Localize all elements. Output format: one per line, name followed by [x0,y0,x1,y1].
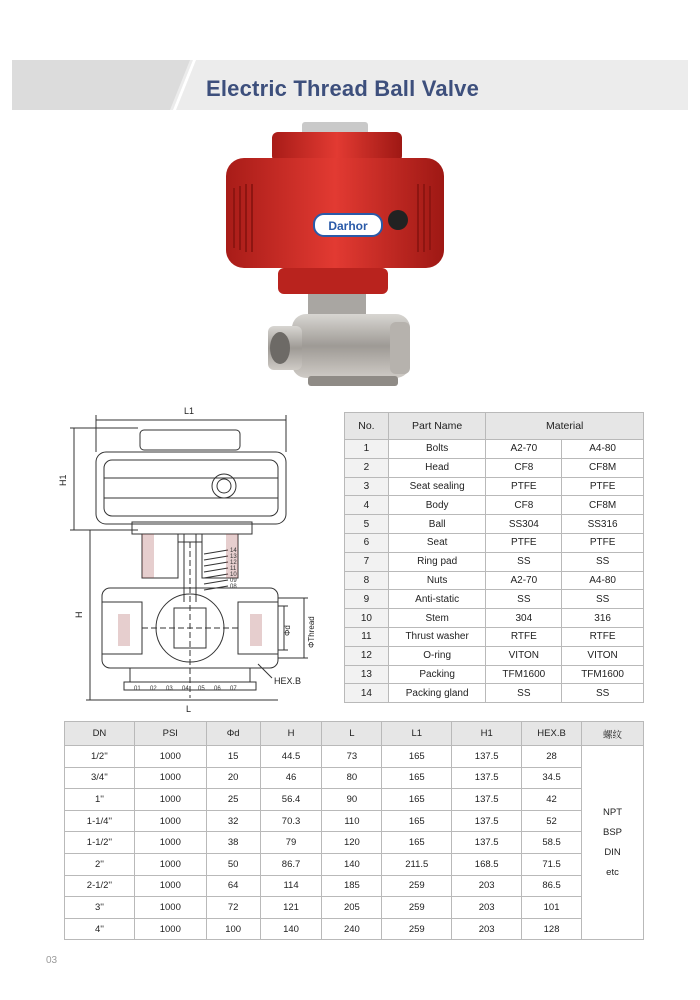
table-row [345,571,644,590]
dims-cell: 259 [382,897,452,919]
table-row [345,533,644,552]
dims-cell: 1000 [134,853,206,875]
dims-cell: 56.4 [260,789,322,811]
dims-header-cell: Φd [206,722,260,746]
dims-cell: 137.5 [452,810,522,832]
dims-cell: 2-1/2'' [65,875,135,897]
table-cell-name: Bolts [388,440,486,459]
callout-label: 06 [214,686,221,692]
dim-label-h1: H1 [58,474,68,486]
dims-cell: 185 [322,875,382,897]
thread-type: BSP [603,826,623,838]
dims-cell: 128 [522,918,582,940]
dims-header-cell: L1 [382,722,452,746]
table-cell-m2: PTFE [562,477,644,496]
dims-cell: 1000 [134,918,206,940]
table-cell-name: Ball [388,515,486,534]
dims-cell: 90 [322,789,382,811]
dims-cell: 203 [452,897,522,919]
dims-cell: 64 [206,875,260,897]
dims-cell: 25 [206,789,260,811]
dims-cell: 203 [452,918,522,940]
table-cell-no: 5 [345,515,389,534]
thread-types-cell [582,746,644,940]
dims-cell: 1000 [134,746,206,768]
dims-cell: 72 [206,897,260,919]
callout-label: 07 [230,686,237,692]
table-row [345,590,644,609]
dims-cell: 46 [260,767,322,789]
dims-cell: 1000 [134,789,206,811]
dims-cell: 259 [382,875,452,897]
dims-cell: 4'' [65,918,135,940]
table-cell-m2: TFM1600 [562,665,644,684]
dims-cell: 165 [382,832,452,854]
page-number: 03 [46,955,58,966]
dims-cell: 2'' [65,853,135,875]
dims-cell: 86.5 [522,875,582,897]
table-row [345,477,644,496]
dims-cell: 1-1/2'' [65,832,135,854]
table-cell-m1: PTFE [486,533,562,552]
dims-cell: 70.3 [260,810,322,832]
table-cell-no: 13 [345,665,389,684]
parts-table [344,412,644,703]
dims-cell: 28 [522,746,582,768]
dim-label-phid: Φd [283,625,292,636]
page-title: Electric Thread Ball Valve [206,76,480,101]
dims-cell: 140 [260,918,322,940]
dims-header-cell: PSI [134,722,206,746]
table-cell-name: Stem [388,609,486,628]
table-cell-name: Seat sealing [388,477,486,496]
table-cell-m1: RTFE [486,627,562,646]
table-cell-no: 14 [345,684,389,703]
dims-cell: 44.5 [260,746,322,768]
dims-cell: 165 [382,767,452,789]
table-cell-m2: A4-80 [562,571,644,590]
dims-cell: 42 [522,789,582,811]
table-cell-m2: SS316 [562,515,644,534]
dims-cell: 71.5 [522,853,582,875]
table-cell-m1: A2-70 [486,440,562,459]
table-cell-no: 3 [345,477,389,496]
dim-label-l1: L1 [184,406,195,416]
dims-cell: 137.5 [452,746,522,768]
dims-cell: 1'' [65,789,135,811]
callout-label: 02 [150,686,157,692]
table-cell-m1: 304 [486,609,562,628]
thread-type: etc [606,866,619,878]
callout-label: 10 [230,572,237,578]
dims-cell: 120 [322,832,382,854]
dims-cell: 80 [322,767,382,789]
dims-cell: 165 [382,746,452,768]
table-cell-m2: SS [562,590,644,609]
table-cell-no: 4 [345,496,389,515]
dims-cell: 3/4'' [65,767,135,789]
table-cell-name: Anti-static [388,590,486,609]
table-cell-no: 7 [345,552,389,571]
dims-cell: 137.5 [452,832,522,854]
table-cell-m2: A4-80 [562,440,644,459]
dims-header-cell: H [260,722,322,746]
dims-cell: 79 [260,832,322,854]
table-row [65,767,644,789]
parts-table-header [345,413,644,440]
callout-label: 03 [166,686,173,692]
dims-cell: 73 [322,746,382,768]
table-row [65,875,644,897]
dims-cell: 211.5 [382,853,452,875]
table-cell-m2: VITON [562,646,644,665]
table-cell-name: Ring pad [388,552,486,571]
dims-cell: 137.5 [452,767,522,789]
thread-type: DIN [604,846,621,858]
table-cell-m2: CF8M [562,458,644,477]
dims-cell: 3'' [65,897,135,919]
dimensions-table-header [65,722,644,746]
table-cell-m1: SS [486,684,562,703]
dims-header-cell: 螺纹 [582,722,644,746]
dims-cell: 1-1/4'' [65,810,135,832]
table-cell-m2: SS [562,552,644,571]
table-cell-name: O-ring [388,646,486,665]
table-row [345,440,644,459]
dims-cell: 165 [382,810,452,832]
table-row [65,810,644,832]
callout-label: 12 [230,560,237,566]
technical-drawing [58,402,328,717]
table-row [65,746,644,768]
dimensions-table-body [65,746,644,940]
dim-label-l: L [186,704,192,714]
dims-cell: 100 [206,918,260,940]
callout-label: 13 [230,554,237,560]
table-cell-no: 9 [345,590,389,609]
dims-cell: 34.5 [522,767,582,789]
table-cell-name: Nuts [388,571,486,590]
dims-header-cell: HEX.B [522,722,582,746]
table-row [65,832,644,854]
product-image [222,118,448,408]
dims-cell: 101 [522,897,582,919]
table-row [345,684,644,703]
table-row [65,918,644,940]
table-cell-name: Packing gland [388,684,486,703]
table-cell-m2: RTFE [562,627,644,646]
dims-cell: 58.5 [522,832,582,854]
dimensions-table [64,721,644,940]
callout-label: 01 [134,686,141,692]
dims-cell: 1/2'' [65,746,135,768]
table-cell-m1: PTFE [486,477,562,496]
dim-label-hexb: HEX.B [274,676,302,686]
table-cell-no: 1 [345,440,389,459]
table-cell-m2: PTFE [562,533,644,552]
table-row [65,853,644,875]
dims-header-cell: L [322,722,382,746]
table-cell-no: 10 [345,609,389,628]
dims-cell: 114 [260,875,322,897]
dims-cell: 137.5 [452,789,522,811]
brand-label: Darhor [328,219,368,233]
dims-cell: 240 [322,918,382,940]
table-cell-m1: SS [486,590,562,609]
dims-cell: 140 [322,853,382,875]
table-cell-m2: SS [562,684,644,703]
dims-cell: 205 [322,897,382,919]
dims-cell: 203 [452,875,522,897]
callout-label: 09 [230,578,237,584]
callout-label: 04 [182,686,189,692]
table-row [345,627,644,646]
dims-cell: 168.5 [452,853,522,875]
dims-cell: 32 [206,810,260,832]
header-no: No. [345,413,389,440]
header-part-name: Part Name [388,413,486,440]
table-cell-m1: TFM1600 [486,665,562,684]
dims-cell: 1000 [134,767,206,789]
dims-cell: 20 [206,767,260,789]
dims-header-cell: DN [65,722,135,746]
callout-label: 05 [198,686,205,692]
dims-cell: 1000 [134,897,206,919]
dims-cell: 38 [206,832,260,854]
callout-label: 14 [230,548,237,554]
dims-cell: 50 [206,853,260,875]
table-cell-no: 8 [345,571,389,590]
table-cell-no: 6 [345,533,389,552]
dims-cell: 1000 [134,810,206,832]
table-row [345,552,644,571]
thread-type: NPT [603,806,622,818]
table-cell-name: Packing [388,665,486,684]
table-cell-m1: SS304 [486,515,562,534]
dims-cell: 1000 [134,832,206,854]
table-row [345,458,644,477]
callout-label: 11 [230,566,237,572]
header-material: Material [486,413,644,440]
dims-cell: 121 [260,897,322,919]
table-cell-no: 11 [345,627,389,646]
callout-label: 08 [230,584,237,590]
table-cell-m1: CF8 [486,458,562,477]
table-row [345,665,644,684]
dims-cell: 15 [206,746,260,768]
table-cell-m1: CF8 [486,496,562,515]
table-cell-m2: CF8M [562,496,644,515]
table-cell-no: 12 [345,646,389,665]
table-cell-name: Body [388,496,486,515]
table-row [65,789,644,811]
dims-header-cell: H1 [452,722,522,746]
table-cell-m1: VITON [486,646,562,665]
table-row [345,646,644,665]
table-row [345,496,644,515]
table-cell-name: Thrust washer [388,627,486,646]
table-row [345,515,644,534]
dim-label-phithread: ΦThread [307,616,316,648]
dim-label-h: H [74,611,84,618]
dims-cell: 110 [322,810,382,832]
table-cell-name: Head [388,458,486,477]
dims-cell: 259 [382,918,452,940]
table-cell-name: Seat [388,533,486,552]
table-cell-no: 2 [345,458,389,477]
parts-table-body [345,440,644,703]
dims-cell: 1000 [134,875,206,897]
table-row [65,897,644,919]
table-cell-m2: 316 [562,609,644,628]
table-cell-m1: A2-70 [486,571,562,590]
dims-cell: 86.7 [260,853,322,875]
dims-cell: 52 [522,810,582,832]
dims-cell: 165 [382,789,452,811]
table-cell-m1: SS [486,552,562,571]
table-row [345,609,644,628]
